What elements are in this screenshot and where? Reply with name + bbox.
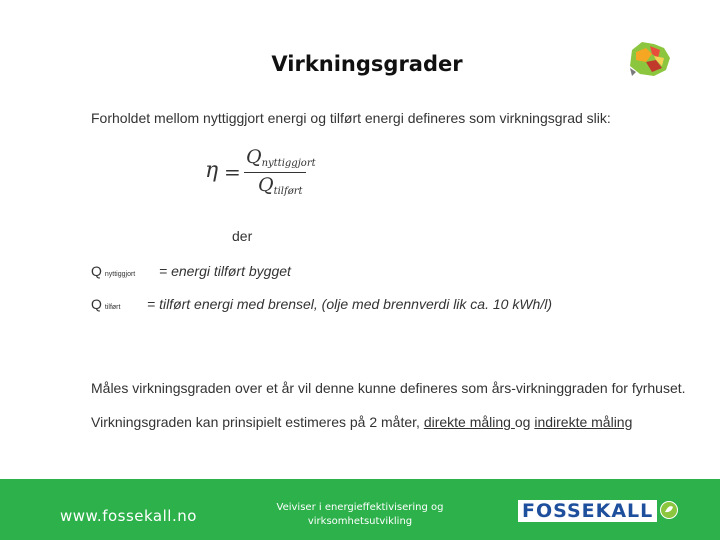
direkte-maling-link[interactable]: direkte måling	[423, 414, 515, 430]
definition-q-tilfort	[91, 296, 552, 312]
fossekall-logo: FOSSEKALL	[518, 500, 657, 522]
definition-symbol: Q	[91, 296, 102, 312]
estimation-methods-text: Virkningsgraden kan prinsipielt estimeres på 2 måter, direkte måling og indirekte måling	[91, 414, 633, 430]
formula-numerator: $Q_{nyttiggjort}$	[246, 146, 316, 169]
map-logo-icon	[624, 38, 672, 80]
fraction-line	[244, 172, 306, 173]
footer-url[interactable]: www.fossekall.no	[60, 507, 197, 525]
equals-sign: =	[224, 160, 241, 184]
intro-text: Forholdet mellom nyttiggjort energi og tilført energi defineres som virkningsgrad slik:	[91, 110, 611, 126]
definition-subscript: tilført	[104, 304, 121, 311]
leaf-icon	[660, 501, 678, 519]
indirekte-maling-link[interactable]: indirekte måling	[534, 414, 633, 430]
annual-efficiency-text: Måles virkningsgraden over et år vil denne kunne defineres som års-virkninggraden for fyrhuset.	[91, 380, 686, 396]
definition-text: = tilført energi med brensel, (olje med brennverdi lik ca. 10 kWh/l)	[147, 296, 552, 312]
definition-symbol: Q	[91, 263, 102, 279]
footer-bar	[0, 479, 720, 540]
der-label: der	[232, 228, 253, 244]
definition-q-nyttiggjort	[91, 263, 291, 279]
definition-text: = energi tilført bygget	[159, 263, 291, 279]
footer-tagline: Veiviser i energieffektivisering og virksomhetsutvikling	[276, 502, 444, 527]
slide-title: Virkningsgrader	[271, 52, 463, 76]
definition-subscript: nyttiggjort	[104, 271, 136, 278]
efficiency-formula	[200, 142, 340, 206]
eta-symbol: η	[205, 158, 219, 183]
formula-denominator: $Q_{tilført}$	[258, 174, 303, 197]
